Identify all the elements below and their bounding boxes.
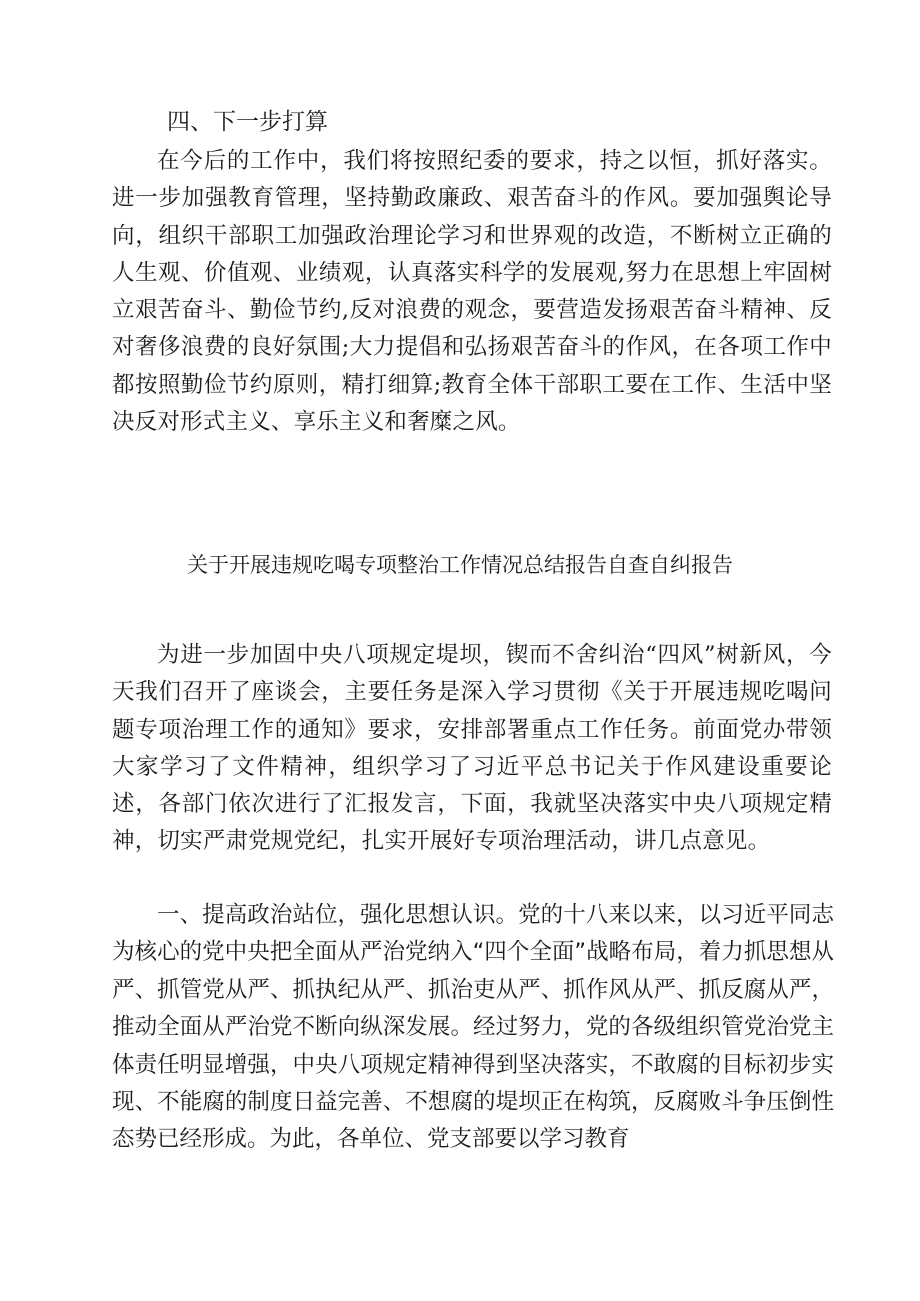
section-paragraph: 在今后的工作中，我们将按照纪委的要求，持之以恒，抓好落实。进一步加强教育管理，坚持勤政廉政、艰苦奋斗的作风。要加强舆论导向，组织干部职工加强政治理论学习和世界观的改造，不断树立正确的人生观、价值观、业绩观，认真落实科学的发展观,努力在思想上牢固树立艰苦奋斗、勤俭节约,反对浪费的观念，要营造发扬艰苦奋斗精神、反对奢侈浪费的良好氛围;大力提倡和弘扬艰苦奋斗的作风，在各项工作中都按照勤俭节约原则，精打细算;教育全体干部职工要在工作、生活中坚决反对形式主义、享乐主义和奢糜之风。 <box>112 148 832 436</box>
report-title: 关于开展违规吃喝专项整治工作情况总结报告自查自纠报告 <box>187 553 733 577</box>
section-heading: 四、下一步打算 <box>167 109 328 135</box>
report-point-one-paragraph: 一、提高政治站位，强化思想认识。党的十八来以来，以习近平同志为核心的党中央把全面从严治党纳入“四个全面”战略布局，着力抓思想从严、抓管党从严、抓执纪从严、抓治吏从严、抓作风从严、抓反腐从严，推动全面从严治党不断向纵深发展。经过努力，党的各级组织管党治党主体责任明显增强，中央八项规定精神得到坚决落实，不敢腐的目标初步实现、不能腐的制度日益完善、不想腐的堤坝正在构筑，反腐败斗争压倒性态势已经形成。为此，各单位、党支部要以学习教育 <box>112 902 834 1153</box>
report-intro-paragraph: 为进一步加固中央八项规定堤坝，锲而不舍纠治“四风”树新风，今天我们召开了座谈会，主要任务是深入学习贯彻《关于开展违规吃喝问题专项治理工作的通知》要求，安排部署重点工作任务。前面党办带领大家学习了文件精神，组织学习了习近平总书记关于作风建设重要论述，各部门依次进行了汇报发言，下面，我就坚决落实中央八项规定精神，切实严肃党规党纪，扎实开展好专项治理活动，讲几点意见。 <box>112 642 832 855</box>
